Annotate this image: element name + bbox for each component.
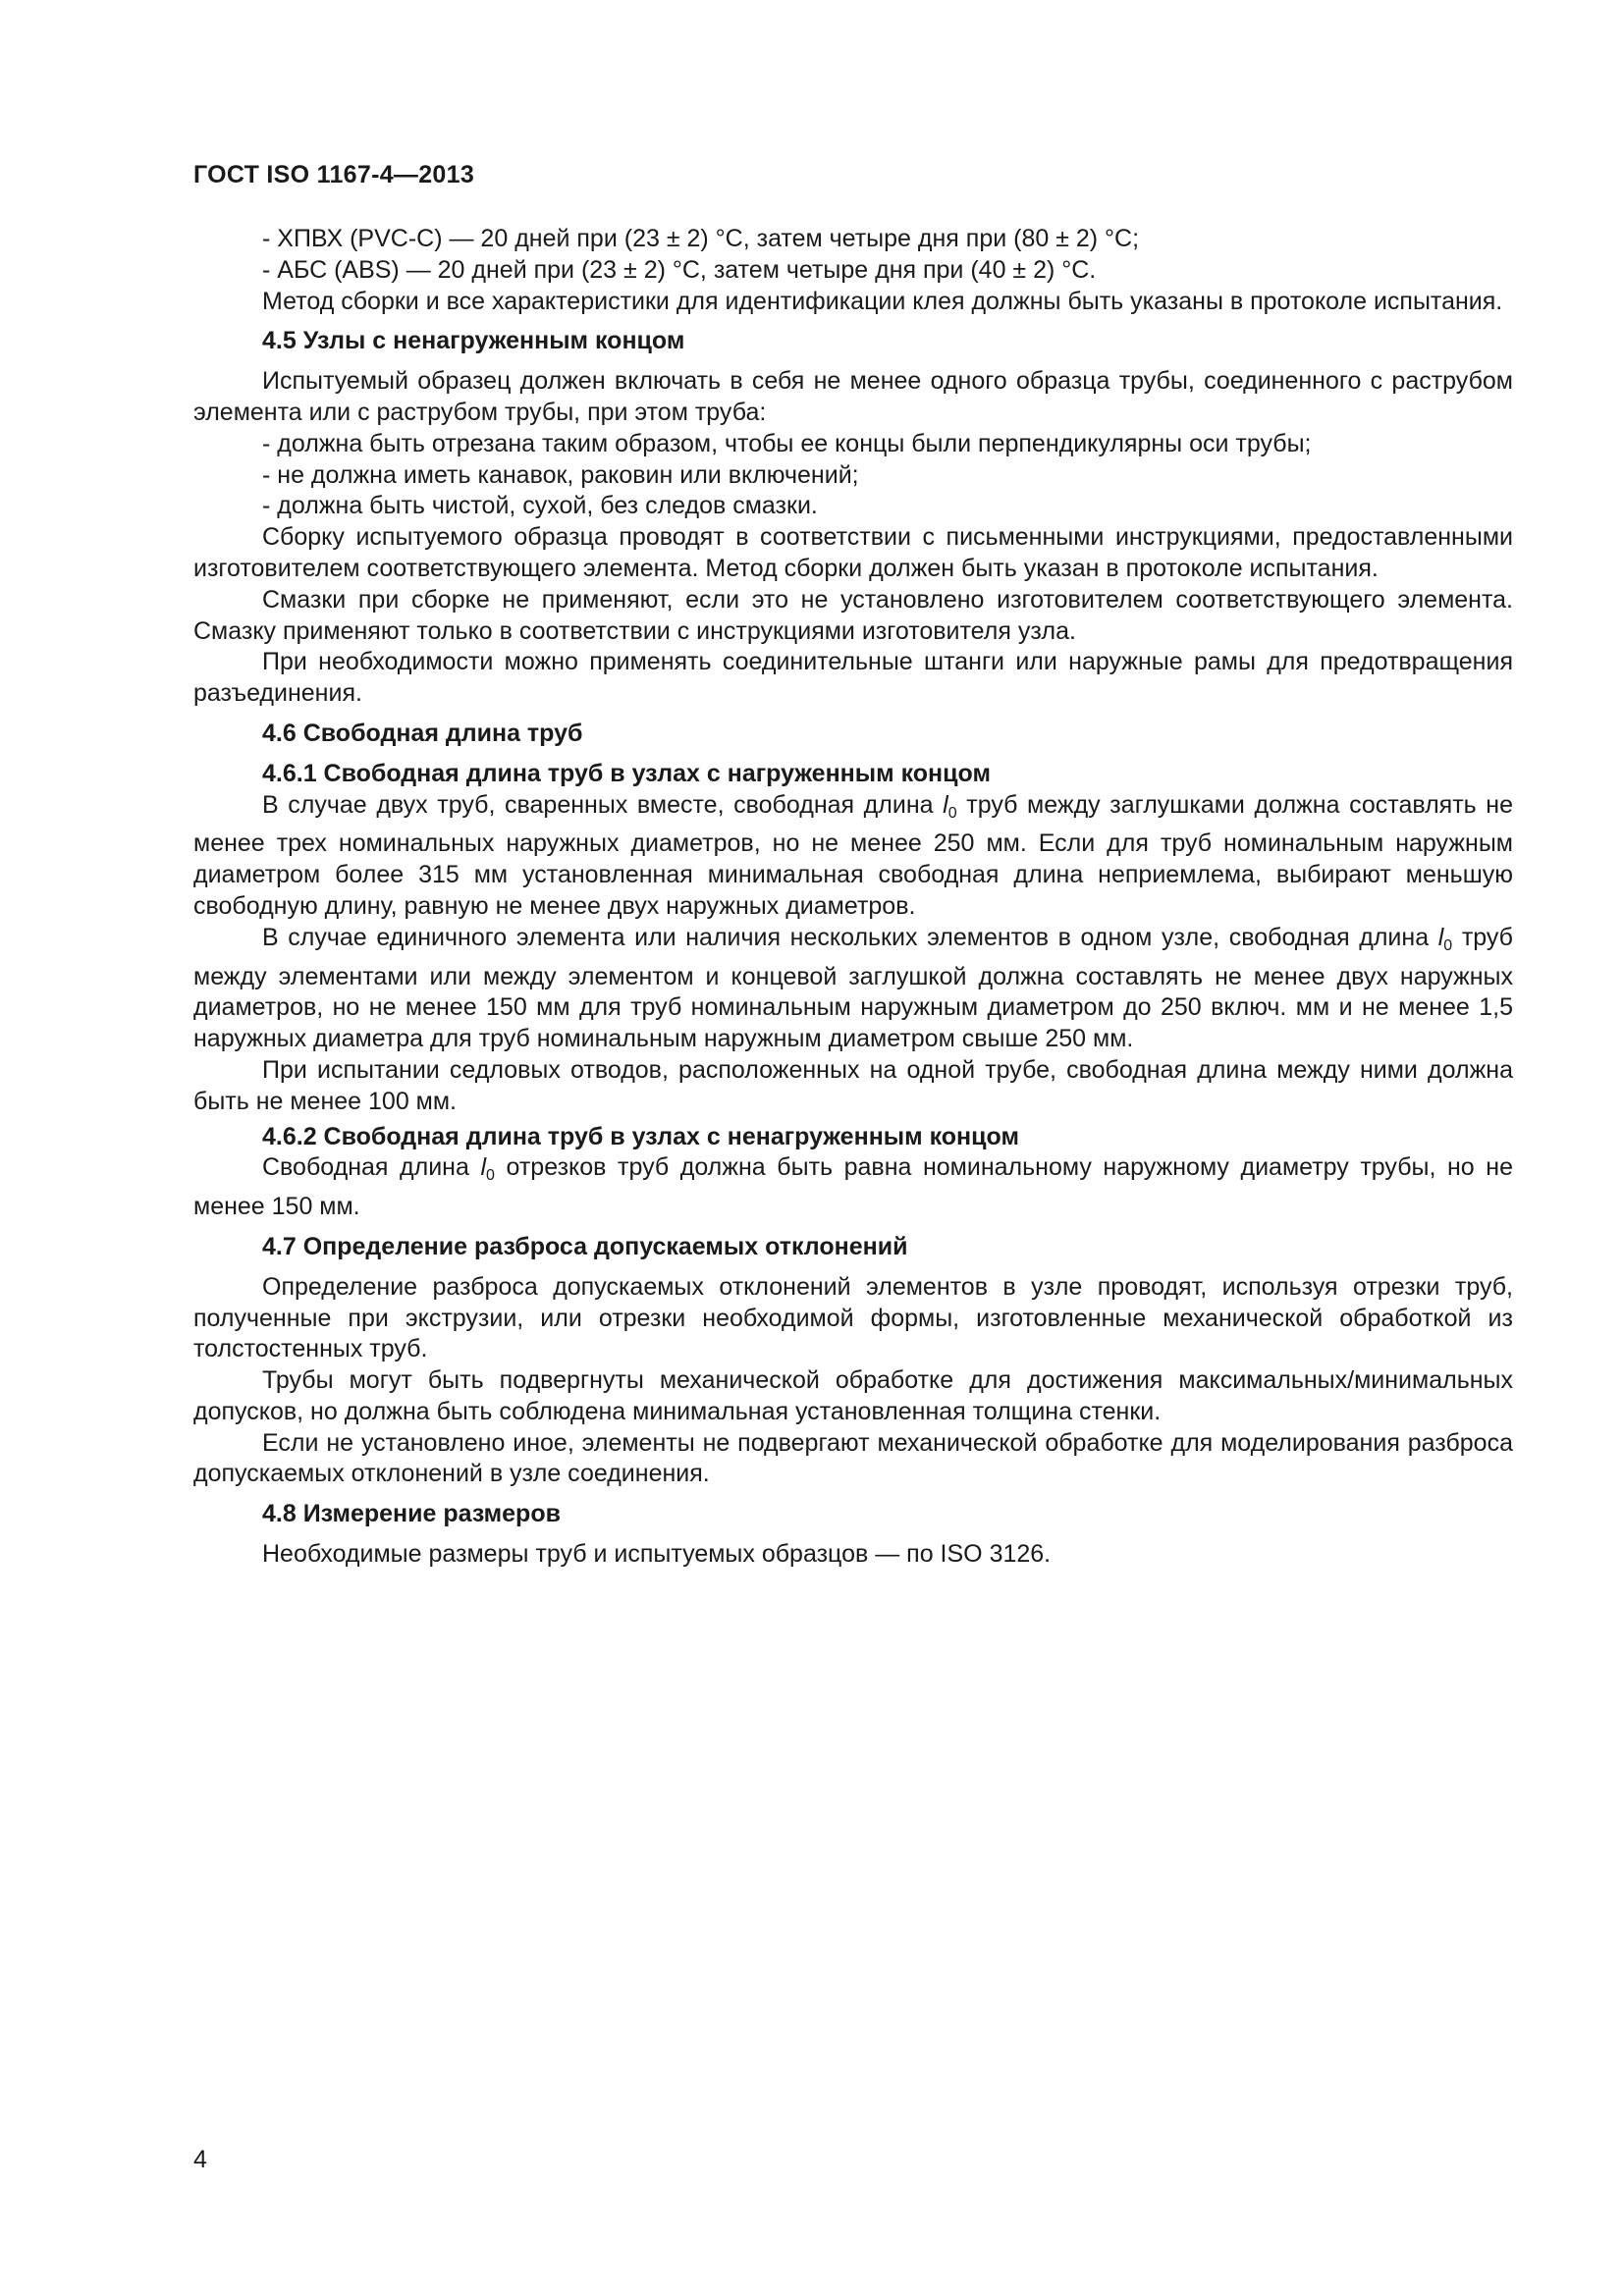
section-heading-4-5: 4.5 Узлы с ненагруженным концом [262, 327, 685, 355]
section-heading-4-7: 4.7 Определение разброса допускаемых отклонений [262, 1232, 908, 1260]
paragraph: Смазки при сборке не применяют, если это не установлено изготовителем соответствующего элемента. Смазку применяют только в соответствии с инструкциями изготовителя узла. [193, 585, 1513, 645]
paragraph [193, 1152, 1513, 1223]
free-length-subscript: 0 [947, 804, 957, 822]
document-body [193, 224, 1513, 1571]
section-heading-4-6: 4.6 Свободная длина труб [262, 719, 583, 747]
list-item: - должна быть чистой, сухой, без следов смазки. [262, 492, 818, 520]
text-run: В случае двух труб, сваренных вместе, свободная длина [262, 790, 944, 819]
paragraph: Необходимые размеры труб и испытуемых образцов — по ISO 3126. [262, 1540, 1052, 1569]
paragraph: Трубы могут быть подвергнуты механической обработке для достижения максимальных/минимальных допусков, но должна быть соблюдена минимальная установленная толщина стенки. [193, 1366, 1513, 1425]
section-heading-4-6-1: 4.6.1 Свободная длина труб в узлах с нагруженным концом [262, 759, 991, 787]
page-number: 4 [193, 2146, 207, 2173]
free-length-subscript: 0 [1443, 936, 1453, 954]
section-heading-4-8: 4.8 Измерение размеров [262, 1500, 561, 1528]
text-run: труб между заглушками должна составлять не менее трех номинальных наружных диаметров, но не менее 250 мм. Если для труб номинальным наружным диаметром более 315 мм установленная минимальная свободная длина неприемлема, выбирают меньшую свободную длину, равную не менее двух наружных диаметров. [193, 790, 1513, 920]
list-item: - ХПВХ (PVC-C) — 20 дней при (23 ± 2) °C, затем четыре дня при (80 ± 2) °C; [262, 225, 1140, 252]
free-length-symbol: l [1437, 923, 1444, 951]
paragraph: Сборку испытуемого образца проводят в соответствии с письменными инструкциями, предоставленными изготовителем соответствующего элемента. Метод сборки должен быть указан в протоколе испытания. [193, 523, 1513, 582]
list-item: - АБС (ABS) — 20 дней при (23 ± 2) °C, затем четыре дня при (40 ± 2) °C. [262, 255, 1097, 284]
list-item: - не должна иметь канавок, раковин или включений; [262, 460, 859, 489]
section-heading-4-6-2: 4.6.2 Свободная длина труб в узлах с ненагруженным концом [262, 1122, 1019, 1150]
paragraph: Испытуемый образец должен включать в себя не менее одного образца трубы, соединенного с раструбом элемента или с раструбом трубы, при этом труба: [193, 367, 1513, 426]
list-item: - должна быть отрезана таким образом, чтобы ее концы были перпендикулярны оси трубы; [262, 429, 1312, 457]
paragraph: При необходимости можно применять соединительные штанги или наружные рамы для предотвращения разъединения. [193, 648, 1513, 708]
paragraph [193, 923, 1513, 1055]
text-run: отрезков труб должна быть равна номинальному наружному диаметру трубы, но не менее 150 мм. [193, 1153, 1513, 1221]
paragraph [193, 790, 1513, 923]
standard-header: ГОСТ ISO 1167-4—2013 [193, 161, 475, 188]
free-length-subscript: 0 [486, 1167, 495, 1185]
paragraph: Определение разброса допускаемых отклонений элементов в узле проводят, используя отрезки труб, полученные при экструзии, или отрезки необходимой формы, изготовленные механической обработкой из толстостенных труб. [193, 1272, 1513, 1363]
free-length-symbol: l [480, 1153, 487, 1182]
text-run: труб между элементами или между элементом и концевой заглушкой должна составлять не менее двух наружных диаметров, но не менее 150 мм для труб номинальным наружным диаметром до 250 включ. мм и не менее 1,5 наружных диаметра для труб номинальным наружным диаметром свыше 250 мм. [193, 923, 1513, 1053]
paragraph: Метод сборки и все характеристики для идентификации клея должны быть указаны в протоколе испытания. [262, 287, 1503, 315]
text-run: В случае единичного элемента или наличия нескольких элементов в одном узле, свободная длина [262, 923, 1438, 951]
text-run: Свободная длина [262, 1153, 481, 1182]
free-length-symbol: l [943, 790, 948, 819]
paragraph: Если не установлено иное, элементы не подвергают механической обработке для моделирования разброса допускаемых отклонений в узле соединения. [193, 1428, 1513, 1488]
paragraph: При испытании седловых отводов, расположенных на одной трубе, свободная длина между ними должна быть не менее 100 мм. [193, 1055, 1513, 1115]
